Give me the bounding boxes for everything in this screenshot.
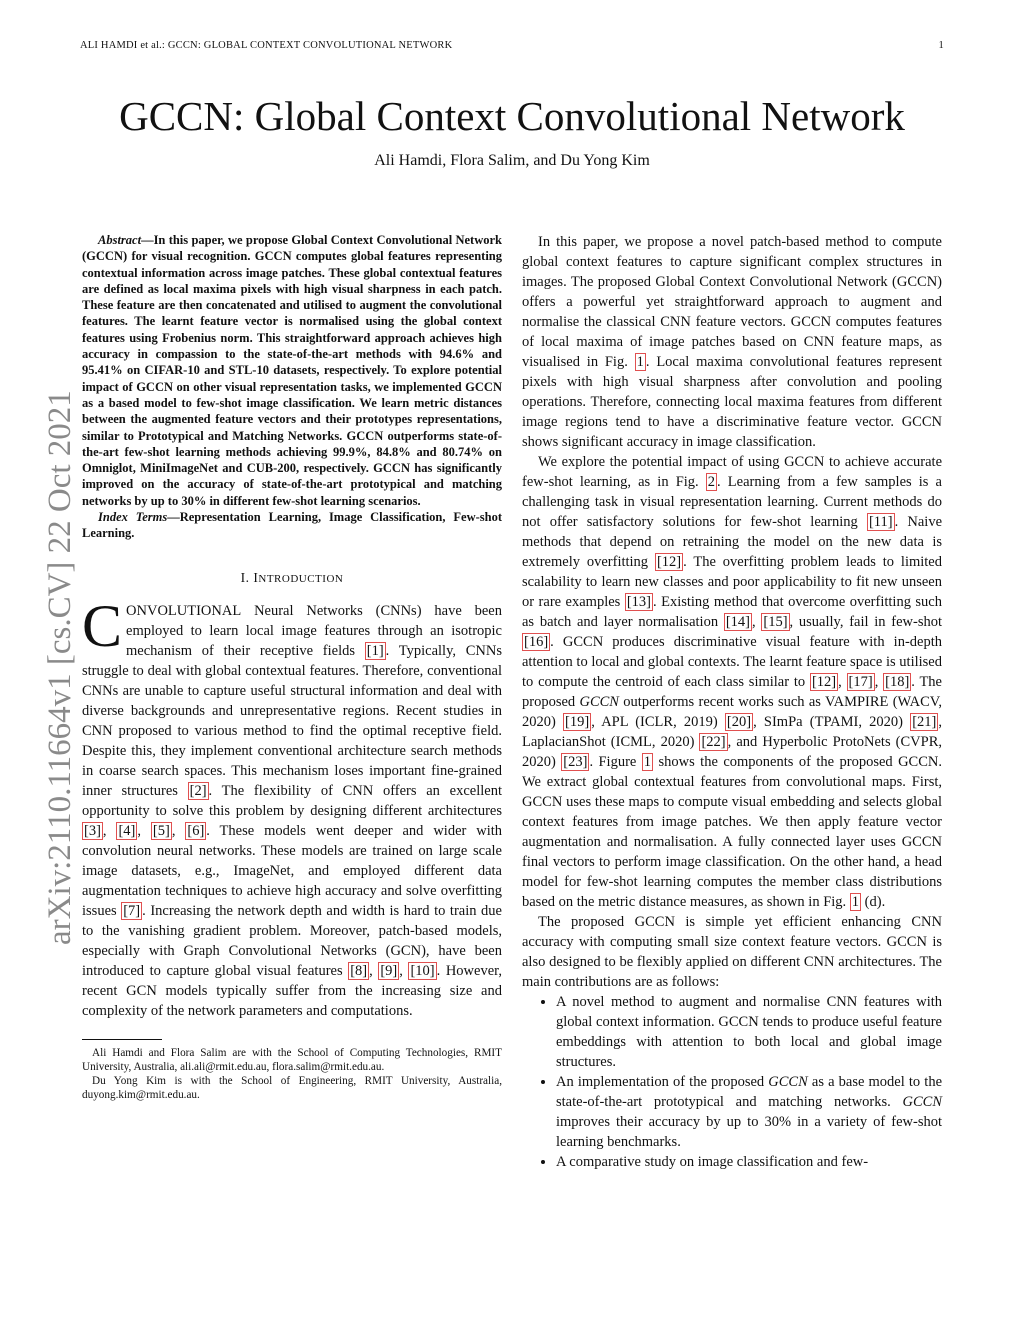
text-run: , <box>751 614 762 630</box>
running-head-title: ALI HAMDI et al.: GCCN: GLOBAL CONTEXT CONVOLUTIONAL NETWORK <box>80 40 453 51</box>
intro-paragraph-2 <box>522 232 942 452</box>
text-run: . Local maxima convolutional features represent pixels with high visual sharpness after convolution and pooling operations. Therefore, connecting local maxima features from different image regions tend to have a discriminative feature vector. GCCN shows significant accuracy in image classification. <box>522 354 942 450</box>
citation-link[interactable]: [12] <box>656 554 682 570</box>
arxiv-stamp: arXiv:2110.11664v1 [cs.CV] 22 Oct 2021 <box>42 390 78 945</box>
contributions-list <box>522 992 942 1172</box>
text-run: , APL (ICLR, 2019) <box>591 714 725 730</box>
text-run: . Increasing the network depth and width is hard to train due to the vanishing gradient problem. Moreover, patch-based models, especially with Graph Convolutional Networks (GCN), have been introduced to capture global visual features <box>82 902 502 979</box>
citation-link[interactable]: [2] <box>189 782 207 799</box>
citation-link[interactable]: [18] <box>885 674 910 690</box>
citation-link[interactable]: [16] <box>524 634 549 650</box>
footnote-affiliation-1: Ali Hamdi and Flora Salim are with the School of Computing Technologies, RMIT University, Australia, ali.ali@rmit.edu.au, flora.salim@rmit.edu.au. <box>82 1046 502 1073</box>
text-run: . GCCN produces discriminative visual feature with in-depth attention to local and global contexts. The learnt feature space is utilised to compute the centroid of each class similar to <box>522 634 942 690</box>
text-run: . Naive methods that depend on retraining the model on the new data is extremely overfitting <box>522 514 943 570</box>
running-head <box>80 40 944 56</box>
italic-gccn: GCCN <box>768 1074 808 1090</box>
abstract-text: —In this paper, we propose Global Context Convolutional Network (GCCN) for visual recognition. GCCN computes global features representing contextual information across image patches. These global contextual features are defined as local maxima pixels with high visual sharpness in each patch. These feature are then concatenated and utilised to augment the convolutional features. The learnt feature vector is normalised using the global context features using Frobenius norm. This straightforward approach achieves high accuracy in compassion to the state-of-the-art methods with 94.6% and 95.41% on CIFAR-10 and STL-10 datasets, respectively. To explore potential impact of GCCN on other visual representation tasks, we implemented GCCN as a based model to few-shot image classification. We learn metric distances between the augmented feature vectors and their prototypes representations, similar to Prototypical and Matching Networks. GCCN outperforms state-of-the-art few-shot learning methods achieving 99.9%, 84.8% and 80.74% on Omniglot, MiniImageNet and CUB-200, respectively. GCCN has significantly improved on the accuracy of state-of-the-art prototypical and matching networks by up to 30% in different few-shot learning scenarios. <box>82 233 502 508</box>
paper-title: GCCN: Global Context Convolutional Network <box>119 93 905 139</box>
text-run: as a base model to the state-of-the-art prototypical and matching networks. <box>556 1074 943 1110</box>
abstract <box>82 232 502 542</box>
footnotes <box>82 1046 502 1102</box>
right-column <box>522 232 942 1172</box>
text-run: . Figure <box>589 754 642 770</box>
paper-authors: Ali Hamdi, Flora Salim, and Du Yong Kim <box>374 152 650 169</box>
text-run: . Learning from a few samples is a challenging task in visual representation learning. Current methods do not offer satisfactory solutions for few-shot learning <box>522 474 942 530</box>
section-heading-introduction <box>82 568 502 589</box>
citation-link[interactable]: [14] <box>725 614 750 630</box>
citation-link[interactable]: [19] <box>565 714 590 730</box>
section-title-initial: I <box>253 569 259 585</box>
text-run: improves their accuracy by up to 30% in a variety of few-shot learning benchmarks. <box>556 1114 942 1150</box>
text-run: outperforms recent works such as VAMPIRE (WACV, 2020) <box>522 694 942 730</box>
text-run: , <box>102 822 117 839</box>
text-run: , <box>874 674 884 690</box>
list-item: • A novel method to augment and normalise CNN features with global context information. GCCN tends to produce useful feature embeddings with attention to both local and global image structures. <box>556 992 942 1072</box>
text-run: . However, recent GCN models typically suffer from the increasing size and complexity of the network parameters and computations. <box>82 962 502 1019</box>
citation-link[interactable]: [13] <box>626 594 651 610</box>
text-run: . Typically, CNNs struggle to deal with global contextual features. Therefore, conventional CNNs are unable to capture useful structural information and deal with diverse backgrounds and unrepresentative regions. Recent studies in CNN proposed to various method to find the optimal receptive field. Despite this, they implement conventional architecture search methods in coarse search spaces. This mechanism loses important fine-grained inner structures <box>82 642 503 799</box>
text-run: , <box>399 962 409 979</box>
text-run: , <box>137 822 151 839</box>
citation-link[interactable]: [4] <box>118 822 136 839</box>
text-run: , LaplacianShot (ICML, 2020) <box>522 714 942 750</box>
footnote-rule <box>82 1039 162 1040</box>
text-run: , <box>838 674 847 690</box>
text-run: , SImPa (TPAMI, 2020) <box>753 714 911 730</box>
text-run: , <box>369 962 379 979</box>
citation-link[interactable]: [5] <box>152 822 170 839</box>
citation-link[interactable]: [20] <box>726 714 752 730</box>
text-run: shows the components of the proposed GCCN. We extract global contextual features from convolutional maps. First, GCCN uses these maps to compute visual embedding and selects global context features from image patches. We then apply feature vector augmentation and normalisation. A fully connected layer uses GCCN final vectors to perform image classification. On the other hand, a head model for few-shot learning computes the member class distributions based on the metric distance measures, as shown in Fig. <box>522 754 942 910</box>
citation-link[interactable]: [9] <box>380 962 398 979</box>
list-item: • A comparative study on image classification and few- <box>556 1152 942 1172</box>
index-terms <box>82 509 502 542</box>
text-run: In this paper, we propose a novel patch-based method to compute global context features to capture significant complex structures in images. The proposed Global Context Convolutional Network (GCCN) offers a powerful yet straightforward approach to augment and normalise the classical CNN feature vectors. GCCN computes features of local maxima of image patches based on CNN feature maps, as visualised in Fig. <box>522 234 942 370</box>
drop-cap: C <box>82 592 123 659</box>
citation-link[interactable]: [3] <box>84 822 101 839</box>
text-run: , usually, fail in few-shot <box>789 614 943 630</box>
citation-link[interactable]: [23] <box>563 754 588 770</box>
abstract-lead: Abstract <box>98 233 142 247</box>
citation-link[interactable]: [1] <box>366 642 384 659</box>
index-terms-text: —Representation Learning, Image Classification, Few-shot Learning. <box>82 510 502 541</box>
citation-link[interactable]: [21] <box>912 714 937 730</box>
footnote-affiliation-2: Du Yong Kim is with the School of Engineering, RMIT University, Australia, duyong.kim@rmit.edu.au. <box>82 1074 502 1101</box>
text-run: , <box>171 822 186 839</box>
citation-link[interactable]: [12] <box>811 674 837 690</box>
text-run: . Existing method that overcome overfitting such as batch and layer normalisation <box>522 594 942 630</box>
citation-link[interactable]: [7] <box>123 902 141 919</box>
left-column <box>82 232 502 1102</box>
section-title-rest: NTRODUCTION <box>258 572 344 585</box>
intro-paragraph-3 <box>522 452 942 912</box>
citation-link[interactable]: [11] <box>868 514 893 530</box>
section-number: I. <box>240 569 250 585</box>
citation-link[interactable]: [10] <box>410 962 435 979</box>
citation-link[interactable]: [15] <box>763 614 788 630</box>
text-run: (d). <box>861 894 886 910</box>
intro-paragraph-4: The proposed GCCN is simple yet efficient enhancing CNN accuracy with computing small size context feature vectors. GCCN is also designed to be flexibly applied on different CNN architectures. The main contributions are as follows: <box>522 914 942 990</box>
italic-gccn: GCCN <box>902 1094 942 1110</box>
figure-link[interactable]: 1 <box>636 354 644 370</box>
text-run: . The overfitting problem leads to limited scalability to learn new classes and poor applicability to fit new unseen or rare examples <box>522 554 942 610</box>
figure-link[interactable]: 1 <box>851 894 860 910</box>
list-item <box>556 1072 942 1152</box>
text-run: , and Hyperbolic ProtoNets (CVPR, 2020) <box>522 734 942 770</box>
text-run: We explore the potential impact of using GCCN to achieve accurate few-shot learning, as in Fig. <box>522 454 942 490</box>
italic-gccn: GCCN <box>579 694 619 710</box>
text-run: . The flexibility of CNN offers an excellent opportunity to solve this problem by designing different architectures <box>82 782 502 819</box>
citation-link[interactable]: [22] <box>701 734 726 750</box>
first-word-rest: ONVOLUTIONAL <box>126 602 242 619</box>
citation-link[interactable]: [6] <box>187 822 205 839</box>
intro-paragraph-1 <box>82 592 503 1021</box>
citation-link[interactable]: [8] <box>350 962 368 979</box>
page-number: 1 <box>938 40 944 51</box>
text-run: . The proposed <box>522 674 942 710</box>
index-terms-lead: Index Terms <box>98 510 168 525</box>
figure-link[interactable]: 2 <box>707 474 716 490</box>
figure-link[interactable]: 1 <box>643 754 652 770</box>
text-run: Neural Networks (CNNs) have been employed to learn local image features through an isotropic mechanism of their receptive fields <box>126 602 502 659</box>
text-run: . These models went deeper and wider with convolution neural networks. These models are trained on large scale image datasets, e.g., ImageNet, and employed different data augmentation techniques to achieve high accuracy and solve overfitting issues <box>82 822 503 919</box>
citation-link[interactable]: [17] <box>848 674 873 690</box>
text-run: An implementation of the proposed <box>556 1074 769 1090</box>
